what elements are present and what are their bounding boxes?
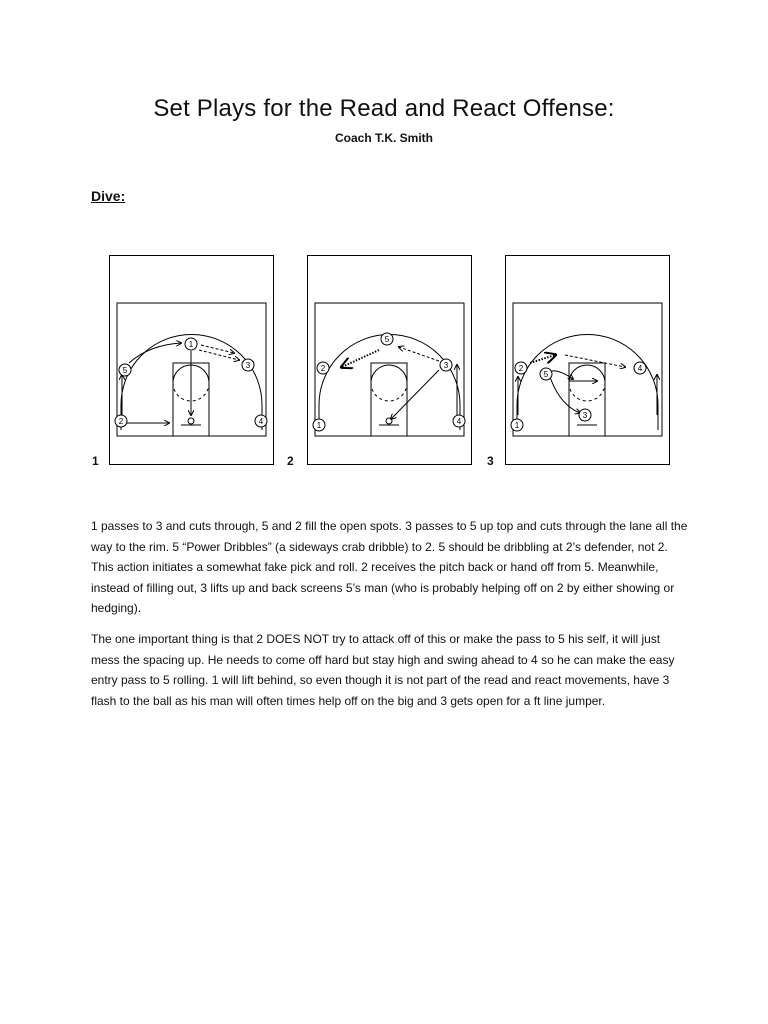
player-marker: [440, 359, 452, 371]
player-marker: [115, 415, 127, 427]
players-diagram-2: [313, 333, 465, 431]
svg-text:4: 4: [637, 364, 643, 373]
svg-text:3: 3: [582, 411, 588, 420]
play-diagram-1: [109, 255, 274, 465]
player-marker: [317, 362, 329, 374]
player-marker: [540, 368, 552, 380]
svg-text:5: 5: [122, 366, 128, 375]
player-marker: [242, 359, 254, 371]
player-marker: [453, 415, 465, 427]
diagram-number-3: 3: [487, 454, 494, 468]
paragraph-coaching-note: The one important thing is that 2 DOES NOT try to attack off of this or make the pass to 5 his self, it will just mess the spacing up. He needs to come off hard but stay high and swing ahead to 4 so he can make the easy entry pass to 5 rolling. 1 will lift behind, so even though it is not part of the read and react movements, have 3 flash to the ball as his man will often times help off on the big and 3 gets open for a ft line jumper.: [91, 632, 675, 708]
player-marker: [313, 419, 325, 431]
play-diagram-2: [307, 255, 472, 465]
svg-text:2: 2: [518, 364, 524, 373]
paragraph-play-description: 1 passes to 3 and cuts through, 5 and 2 fill the open spots. 3 passes to 5 up top and cuts through the lane all the way to the rim. 5 “Power Dribbles” (a sideways crab dribble) to 2. 5 should be dribbling at 2’s defender, not 2. This action initiates a somewhat fake pick and roll. 2 receives the pitch back or hand off from 5. Meanwhile, instead of filling out, 3 lifts up and back screens 5’s man (who is probably helping off on 2 by either showing or hedging).: [91, 519, 688, 615]
svg-text:2: 2: [320, 364, 326, 373]
svg-text:5: 5: [384, 335, 390, 344]
svg-text:4: 4: [258, 417, 264, 426]
diagram-number-2: 2: [287, 454, 294, 468]
court-diagram-1-svg: [109, 255, 274, 465]
svg-text:1: 1: [188, 340, 194, 349]
court-diagram-2-svg: [307, 255, 472, 465]
svg-text:3: 3: [443, 361, 449, 370]
player-marker: [381, 333, 393, 345]
court-diagram-3-svg: [505, 255, 670, 465]
svg-text:5: 5: [543, 370, 549, 379]
play-movement-lines: [342, 347, 457, 419]
svg-text:3: 3: [245, 361, 251, 370]
play-movement-lines: [122, 343, 239, 423]
player-marker: [579, 409, 591, 421]
player-marker: [634, 362, 646, 374]
document-author: Coach T.K. Smith: [334, 131, 433, 145]
diagram-frame: [506, 256, 670, 465]
player-marker: [119, 364, 131, 376]
players-diagram-3: [511, 362, 646, 431]
document-title: Set Plays for the Read and React Offense:: [153, 95, 615, 122]
player-marker: [511, 419, 523, 431]
play-diagram-3: [505, 255, 670, 465]
svg-text:4: 4: [456, 417, 462, 426]
player-marker: [515, 362, 527, 374]
svg-text:1: 1: [316, 421, 322, 430]
svg-text:2: 2: [118, 417, 124, 426]
section-heading: Dive:: [91, 188, 126, 204]
diagram-number-1: 1: [92, 454, 99, 468]
player-marker: [185, 338, 197, 350]
player-marker: [255, 415, 267, 427]
svg-text:1: 1: [514, 421, 520, 430]
